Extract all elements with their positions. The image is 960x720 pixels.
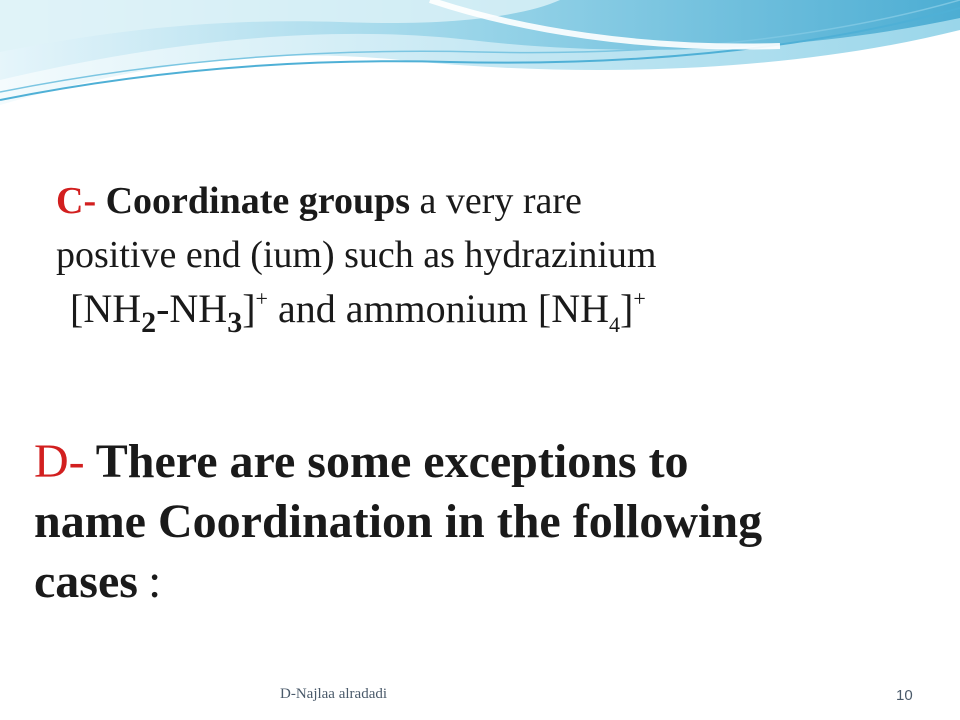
footer-author: D-Najlaa alradadi bbox=[280, 686, 388, 702]
paragraph-exceptions bbox=[34, 432, 944, 612]
paragraph-coordinate-groups bbox=[56, 174, 916, 339]
formula-subscript-4: 4 bbox=[609, 312, 620, 337]
paragraph-d-line-1 bbox=[34, 432, 944, 492]
paragraph-c-line-3 bbox=[56, 282, 916, 339]
header-wave-decoration bbox=[0, 0, 960, 120]
paragraph-d-line-2: name Coordination in the following bbox=[34, 495, 763, 548]
formula-subscript-3: 3 bbox=[227, 306, 243, 339]
paragraph-d-line-3 bbox=[34, 552, 944, 612]
paragraph-c-letter: C- bbox=[56, 180, 97, 222]
formula-open: [NH bbox=[70, 286, 142, 331]
paragraph-d-line1-rest: There are some exceptions to bbox=[84, 435, 689, 488]
formula-subscript-2: 2 bbox=[141, 306, 157, 339]
formula-close: ] bbox=[242, 286, 256, 331]
formula-mid: -NH bbox=[156, 286, 228, 331]
formula-superscript-plus: + bbox=[255, 286, 268, 311]
formula-close-2: ] bbox=[620, 286, 634, 331]
paragraph-d-colon: : bbox=[147, 555, 162, 608]
paragraph-c-line1-rest: a very rare bbox=[410, 180, 582, 222]
paragraph-c-heading: Coordinate groups bbox=[105, 180, 410, 222]
paragraph-c-line-1 bbox=[56, 174, 916, 228]
page-number: 10 bbox=[896, 687, 913, 704]
paragraph-d-line3-text: cases bbox=[34, 555, 138, 608]
paragraph-c-line-2: positive end (ium) such as hydrazinium bbox=[56, 234, 657, 276]
paragraph-d-letter: D- bbox=[34, 435, 85, 488]
formula-text: and ammonium [NH bbox=[267, 286, 609, 331]
formula-superscript-plus-2: + bbox=[633, 286, 646, 311]
